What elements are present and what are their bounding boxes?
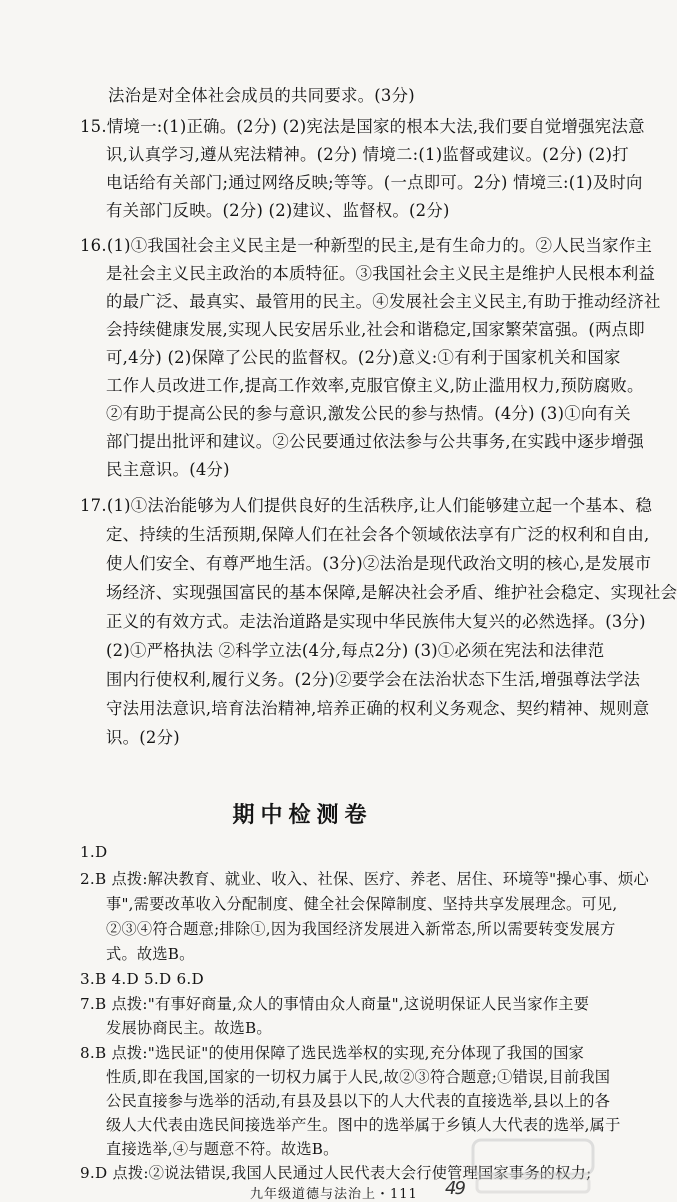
text-line: 识。(2分)	[106, 728, 180, 747]
text-line: 式。故选B。	[106, 945, 195, 963]
text-line: 可,4分) (2)保障了公民的监督权。(2分)意义:①有利于国家机关和国家	[106, 348, 621, 367]
text-line: 电话给有关部门;通过网络反映;等等。(一点即可。2分) 情境三:(1)及时向	[106, 173, 643, 192]
text-line: 直接选举,④与题意不符。故选B。	[106, 1140, 339, 1158]
answer-line: 8.B 点拨:"选民证"的使用保障了选民选举权的实现,充分体现了我国的国家	[80, 1044, 585, 1062]
section-title: 期中检测卷	[232, 802, 373, 828]
text-line: 级人大代表由选民间接选举产生。图中的选举属于乡镇人大代表的选举,属于	[106, 1116, 621, 1134]
page-footer: 九年级道德与法治上・111	[250, 1187, 418, 1202]
answer-line: 9.D 点拨:②说法错误,我国人民通过人民代表大会行使管理国家事务的权力;	[80, 1164, 592, 1182]
text-line: 有关部门反映。(2分) (2)建议、监督权。(2分)	[106, 201, 450, 220]
text-line: 法治是对全体社会成员的共同要求。(3分)	[108, 86, 415, 105]
answer-line: 3.B 4.D 5.D 6.D	[80, 970, 204, 988]
text-line: ②③④符合题意;排除①,因为我国经济发展进入新常态,所以需要转变发展方	[106, 920, 616, 938]
text-line: 正义的有效方式。走法治道路是实现中华民族伟大复兴的必然选择。(3分)	[106, 612, 646, 631]
text-line: 事",需要改革收入分配制度、健全社会保障制度、坚持共享发展理念。可见,	[106, 895, 618, 913]
text-line: 场经济、实现强国富民的基本保障,是解决社会矛盾、维护社会稳定、实现社会	[106, 583, 677, 602]
answer-line: 1.D	[80, 843, 108, 861]
text-line: 定、持续的生活预期,保障人们在社会各个领域依法享有广泛的权利和自由,	[106, 525, 650, 544]
watermark-logo-icon	[473, 1140, 593, 1192]
text-line: 守法用法意识,培育法治精神,培养正确的权利义务观念、契约精神、规则意	[106, 699, 650, 718]
text-line: 围内行使权利,履行义务。(2分)②要学会在法治状态下生活,增强尊法学法	[106, 670, 641, 689]
text-line: 会持续健康发展,实现人民安居乐业,社会和谐稳定,国家繁荣富强。(两点即	[106, 320, 645, 339]
text-line: 的最广泛、最真实、最管用的民主。④发展社会主义民主,有助于推动经济社	[106, 292, 661, 311]
text-line: 是社会主义民主政治的本质特征。③我国社会主义民主是维护人民根本利益	[106, 264, 656, 283]
handwritten-mark: 49	[445, 1178, 464, 1199]
text-line: 性质,即在我国,国家的一切权力属于人民,故②③符合题意;①错误,目前我国	[106, 1068, 611, 1086]
text-line: 识,认真学习,遵从宪法精神。(2分) 情境二:(1)监督或建议。(2分) (2)打	[106, 145, 629, 164]
text-line: 部门提出批评和建议。②公民要通过依法参与公共事务,在实践中逐步增强	[106, 432, 644, 451]
text-line: 公民直接参与选举的活动,有县及县以下的人大代表的直接选举,县以上的各	[106, 1092, 611, 1110]
text-line: (2)①严格执法 ②科学立法(4分,每点2分) (3)①必须在宪法和法律范	[106, 641, 605, 660]
text-line: 发展协商民主。故选B。	[106, 1019, 272, 1037]
question-15-line: 15.情境一:(1)正确。(2分) (2)宪法是国家的根本大法,我们要自觉增强宪法意	[80, 117, 645, 136]
question-17-line: 17.(1)①法治能够为人们提供良好的生活秩序,让人们能够建立起一个基本、稳	[80, 496, 653, 515]
text-line: ②有助于提高公民的参与意识,激发公民的参与热情。(4分) (3)①向有关	[106, 404, 631, 423]
text-line: 使人们安全、有尊严地生活。(3分)②法治是现代政治文明的核心,是发展市	[106, 554, 652, 573]
watermark-logo	[467, 1134, 599, 1196]
answer-line: 7.B 点拨:"有事好商量,众人的事情由众人商量",这说明保证人民当家作主要	[80, 995, 590, 1013]
answer-line: 2.B 点拨:解决教育、就业、收入、社保、医疗、养老、居住、环境等"操心事、烦心	[80, 870, 649, 888]
question-16-line: 16.(1)①我国社会主义民主是一种新型的民主,是有生命力的。②人民当家作主	[80, 236, 653, 255]
text-line: 工作人员改进工作,提高工作效率,克服官僚主义,防止滥用权力,预防腐败。	[106, 376, 644, 395]
text-line: 民主意识。(4分)	[106, 460, 230, 479]
